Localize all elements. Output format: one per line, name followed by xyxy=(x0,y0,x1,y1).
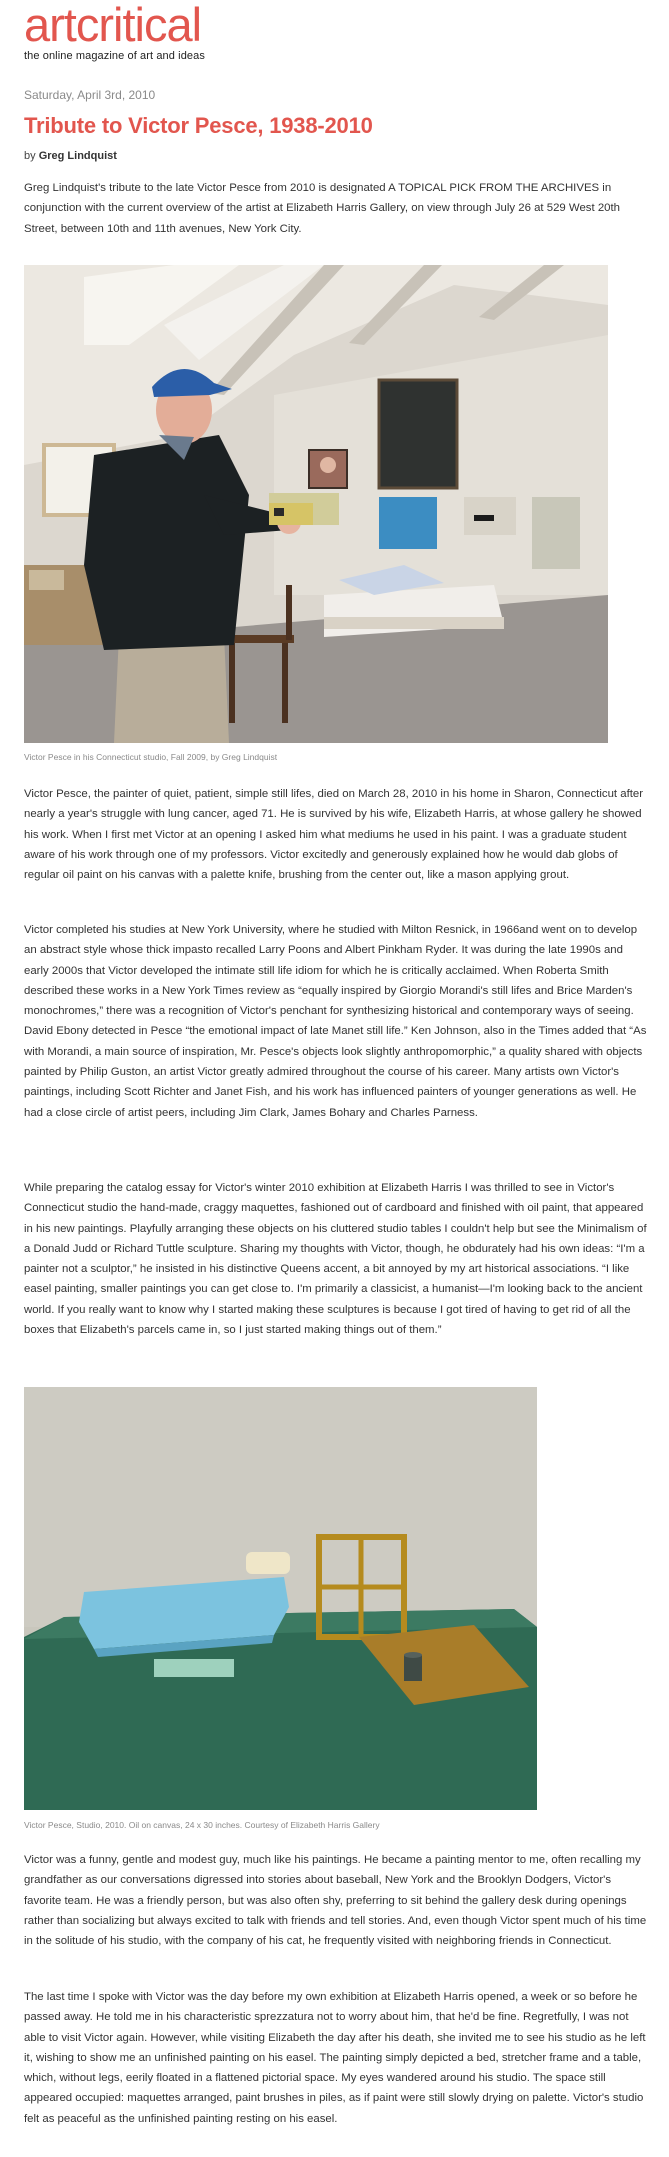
intro-paragraph: Greg Lindquist's tribute to the late Victor Pesce from 2010 is designated A TOPICAL PICK FROM THE ARCHIVES in conjunction with the current overview of the artist at Elizabeth Harris Gallery, on view through July 26 at 529 West 20th Street, between 10th and 11th avenues, New York City. xyxy=(24,182,620,235)
post-date: Saturday, April 3rd, 2010 xyxy=(24,88,156,102)
article-title[interactable]: Tribute to Victor Pesce, 1938-2010 xyxy=(24,113,373,138)
studio-photo xyxy=(24,265,608,743)
masthead[interactable] xyxy=(24,2,205,62)
photo2-caption: Victor Pesce, Studio, 2010. Oil on canvas, 24 x 30 inches. Courtesy of Elizabeth Harris Gallery xyxy=(24,1820,380,1830)
body-paragraph-3: While preparing the catalog essay for Victor's winter 2010 exhibition at Elizabeth Harris I was thrilled to see in Victor's Connecticut studio the hand-made, craggy maquettes, fashioned out of cardboard and finished with oil paint, that appeared in his new paintings. Playfully arranging these objects on his cluttered studio tables I couldn't help but see the Minimalism of a Donald Judd or Richard Tuttle sculpture. Sharing my thoughts with Victor, though, he obdurately had his own ideas: “I'm a painter not a sculptor,” he insisted in his distinctive Queens accent, a bit annoyed by my art historical associations. “I like easel painting, smaller paintings you can get close to. I'm primarily a classicist, a humanist—I'm looking back to the ancient world. If you really want to know why I started making these sculptures is because I got tired of having to get rid of all the boxes that Elizabeth's parcels came in, so I just started making things out of them.” xyxy=(24,1182,647,1337)
author-link[interactable]: Greg Lindquist xyxy=(38,150,117,162)
byline xyxy=(24,150,117,162)
site-tagline: the online magazine of art and ideas xyxy=(24,50,205,62)
byline-prefix: by xyxy=(24,150,36,162)
photo1-caption: Victor Pesce in his Connecticut studio, Fall 2009, by Greg Lindquist xyxy=(24,752,278,762)
studio-painting xyxy=(24,1387,537,1810)
studio-painting-illustration xyxy=(24,1387,537,1810)
studio-photo-illustration xyxy=(24,265,608,743)
body-paragraph-2: Victor completed his studies at New York University, where he studied with Milton Resnick, in 1966and went on to develop an abstract style whose thick impasto recalled Larry Poons and Albert Pinkham Ryder. It was during the late 1990s and early 2000s that Victor developed the intimate still life idiom for which he is critically acclaimed. When Roberta Smith described these works in a New York Times review as “equally inspired by Giorgio Morandi's still lifes and Brice Marden's monochromes,” there was a recognition of Victor's penchant for synthesizing historical and contemporary ways of seeing. David Ebony detected in Pesce “the emotional impact of late Manet still life.” Ken Johnson, also in the Times added that “As with Morandi, a main source of inspiration, Mr. Pesce's objects look slightly anthropomorphic,” a quality shared with objects painted by Philip Guston, an artist Victor greatly admired throughout the course of his career. Many artists own Victor's paintings, including Scott Richter and Janet Fish, and his work has influenced painters of younger generations as well. He had a close circle of artist peers, including Jim Clark, James Bohary and Charles Parness. xyxy=(24,924,647,1119)
site-logo[interactable]: artcritical xyxy=(24,0,202,51)
body-paragraph-1: Victor Pesce, the painter of quiet, patient, simple still lifes, died on March 28, 2010 in his home in Sharon, Connecticut after nearly a year's struggle with lung cancer, aged 71. He is survived by his wife, Elizabeth Harris, at whose gallery he showed his work. When I first met Victor at an opening I asked him what mediums he used in his paint. I was a graduate student aware of his work through one of my professors. Victor excitedly and generously explained how he would dab globs of regular oil paint on his canvas with a palette knife, brushing from the center out, like a mason applying grout. xyxy=(24,788,644,882)
body-paragraph-5: The last time I spoke with Victor was the day before my own exhibition at Elizabeth Harris opened, a week or so before he passed away. He told me in his characteristic sprezzatura not to worry about him, that he'd be fine. Regretfully, I was not able to visit Victor again. However, while visiting Elizabeth the day after his death, she invited me to see his studio as he left it, wishing to show me an unfinished painting on his easel. The painting simply depicted a bed, stretcher frame and a table, which, without legs, eerily floated in a flattened pictorial space. My eyes wandered around his studio. The space still appeared occupied: maquettes arranged, paint brushes in piles, as if paint were still slowly drying on palette. Victor's studio felt as peaceful as the unfinished painting resting on his easel. xyxy=(24,1991,646,2125)
body-paragraph-4: Victor was a funny, gentle and modest guy, much like his paintings. He became a painting mentor to me, often recalling my grandfather as our conversations digressed into stories about baseball, New York and the Brooklyn Dodgers, Victor's favorite team. He was a friendly person, but was also often shy, preferring to sit behind the gallery desk during openings rather than socializing but always excited to talk with friends and tell stories. And, even though Victor spent much of his time in the solitude of his studio, with the company of his cat, he frequently visited with neighboring friends in Connecticut. xyxy=(24,1854,647,1948)
